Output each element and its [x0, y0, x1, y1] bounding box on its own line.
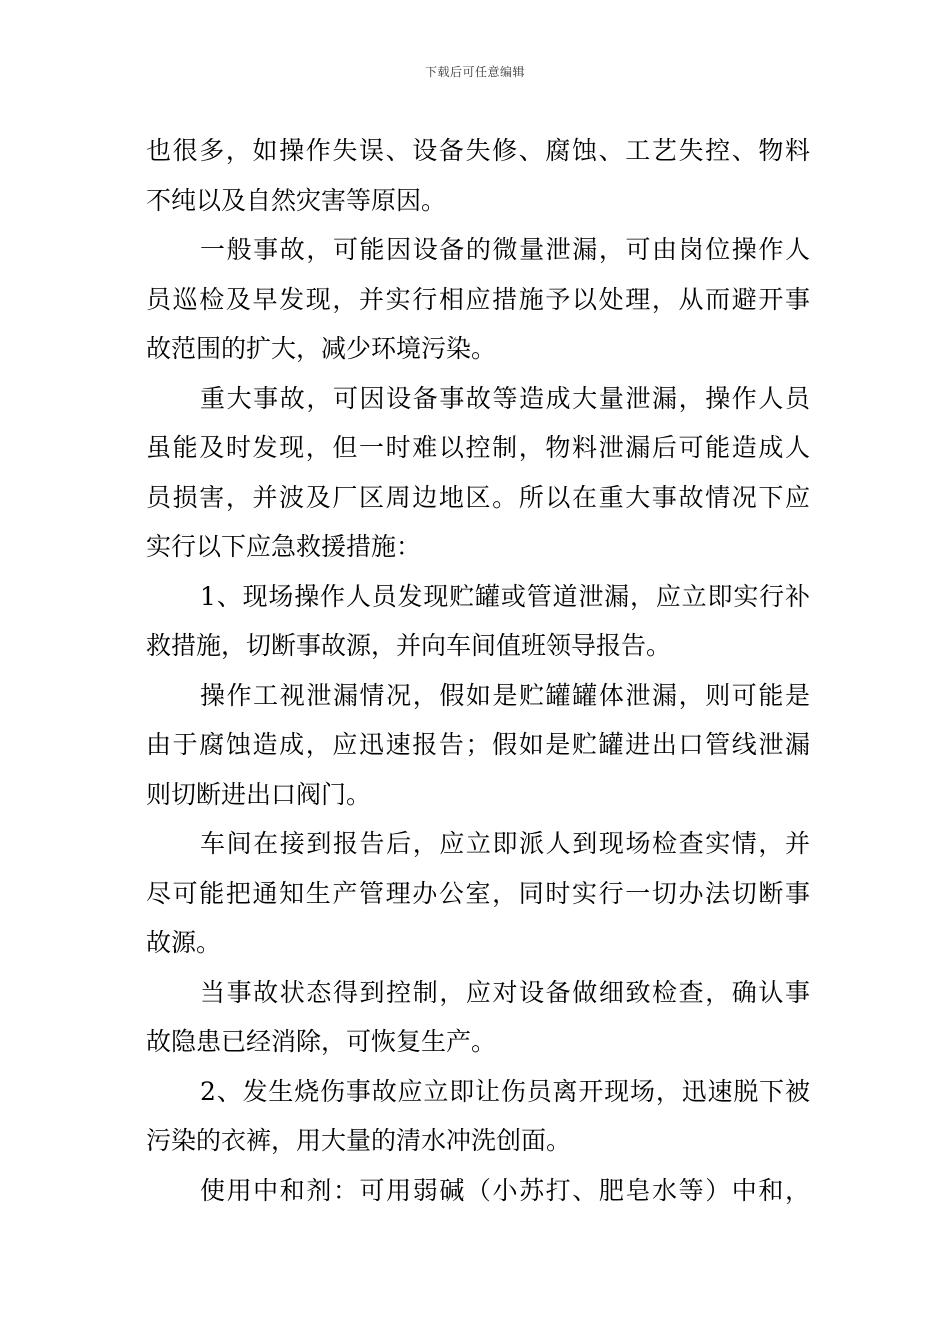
text-line: 故范围的扩大，减少环境污染。 — [146, 334, 497, 363]
text-line: 救措施，切断事故源，并向车间值班领导报告。 — [146, 631, 672, 660]
text-line: 故源。 — [146, 928, 222, 957]
text-line: 污染的衣裤，用大量的清水冲洗创面。 — [146, 1126, 572, 1155]
text-line: 实行以下应急救援措施： — [146, 532, 422, 561]
text-line: 操作工视泄漏情况，假如是贮罐罐体泄漏，则可能是 — [200, 680, 810, 710]
text-line: 也很多，如操作失误、设备失修、腐蚀、工艺失控、物料 — [146, 136, 810, 165]
text-line: 故隐患已经消除，可恢复生产。 — [146, 1027, 497, 1056]
text-line: 2、发生烧伤事故应立即让伤员离开现场，迅速脱下被 — [200, 1076, 810, 1106]
text-line: 员损害，并波及厂区周边地区。所以在重大事故情况下应 — [146, 482, 810, 512]
text-line: 则切断进出口阀门。 — [146, 779, 372, 809]
text-line: 员巡检及早发现，并实行相应措施予以处理，从而避开事 — [146, 284, 810, 314]
text-line: 使用中和剂：可用弱碱（小苏打、肥皂水等）中和， — [200, 1175, 810, 1205]
text-line: 1、现场操作人员发现贮罐或管道泄漏，应立即实行补 — [200, 581, 810, 611]
text-line: 当事故状态得到控制，应对设备做细致检查，确认事 — [200, 977, 810, 1007]
text-line: 由于腐蚀造成，应迅速报告；假如是贮罐进出口管线泄漏 — [146, 730, 810, 759]
text-line: 车间在接到报告后，应立即派人到现场检查实情，并 — [200, 829, 810, 858]
text-line: 重大事故，可因设备事故等造成大量泄漏，操作人员 — [200, 383, 810, 413]
text-line: 虽能及时发现，但一时难以控制，物料泄漏后可能造成人 — [146, 433, 810, 462]
text-line: 尽可能把通知生产管理办公室，同时实行一切办法切断事 — [146, 878, 810, 908]
text-line: 不纯以及自然灾害等原因。 — [146, 185, 447, 215]
text-line: 一般事故，可能因设备的微量泄漏，可由岗位操作人 — [200, 235, 810, 264]
body-text — [146, 126, 810, 1215]
page-header: 下载后可任意编辑 — [424, 65, 525, 79]
